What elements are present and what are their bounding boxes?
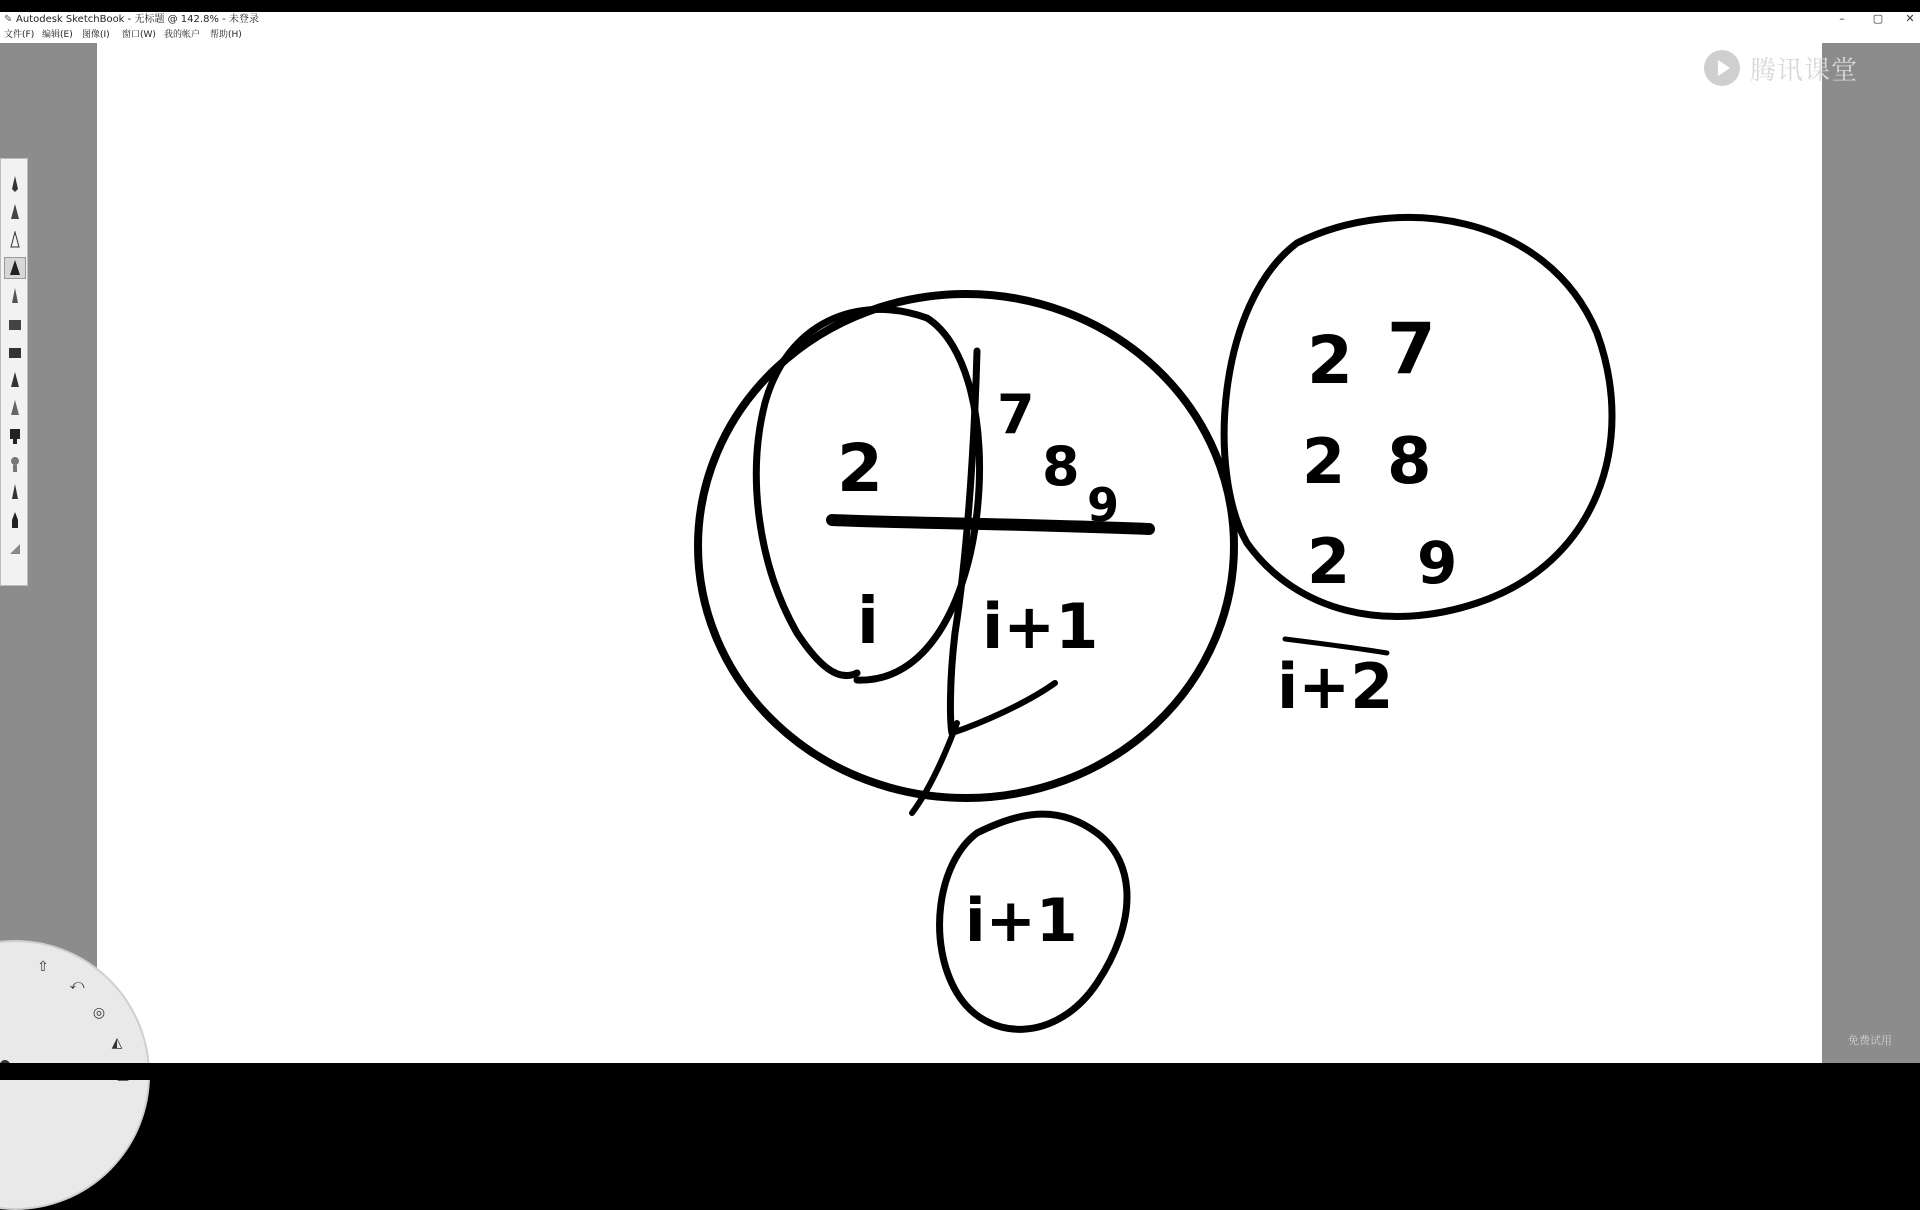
chisel-icon[interactable] bbox=[4, 369, 26, 391]
sketch-label-8: 8 bbox=[1042, 435, 1080, 498]
airbrush-icon[interactable] bbox=[4, 201, 26, 223]
top-black-bar bbox=[0, 0, 1920, 12]
tencent-classroom-watermark bbox=[1704, 48, 1858, 88]
free-trial-label: 免费试用 bbox=[1848, 1034, 1892, 1047]
color-wheel-icon[interactable]: ◎ bbox=[92, 1005, 106, 1021]
sketch-label-right-2-bottom: 2 bbox=[1307, 525, 1351, 598]
symmetry-icon[interactable]: ◭ bbox=[111, 1035, 123, 1051]
brush-toolbar bbox=[0, 158, 28, 586]
menu-edit[interactable]: 编辑(E) bbox=[42, 30, 73, 40]
sketch-label-right-2-middle: 2 bbox=[1302, 425, 1346, 498]
menu-help[interactable]: 帮助(H) bbox=[210, 30, 242, 40]
sketch-label-right-7: 7 bbox=[1387, 308, 1436, 390]
sketch-label-right-9: 9 bbox=[1417, 529, 1458, 597]
pencil-icon[interactable] bbox=[4, 173, 26, 195]
window-title: Autodesk SketchBook - 无标题 @ 142.8% - 未登录 bbox=[16, 14, 259, 25]
watermark-text: 腾讯课堂 bbox=[1750, 55, 1859, 86]
sketch-label-i-plus-2: i+2 bbox=[1277, 650, 1394, 723]
sketch-label-i: i bbox=[857, 585, 879, 659]
sketch-label-right-2-top: 2 bbox=[1307, 322, 1353, 399]
menu-my-account[interactable]: 我的帐户 bbox=[164, 30, 201, 40]
sketch-label-i-plus-1-small-circle: i+1 bbox=[965, 886, 1078, 956]
bristle-brush-icon[interactable] bbox=[4, 425, 26, 447]
undo-icon[interactable]: ⤺ bbox=[69, 977, 85, 993]
title-bar bbox=[0, 12, 1920, 28]
right-gray-panel bbox=[1822, 43, 1920, 1063]
sketchbook-app-icon: ✎ bbox=[4, 14, 13, 25]
brush-properties-icon[interactable]: ⇧ bbox=[37, 959, 49, 975]
drawing-canvas[interactable] bbox=[97, 43, 1822, 1063]
minimize-button[interactable]: – bbox=[1839, 12, 1845, 25]
sketch-label-7: 7 bbox=[997, 383, 1035, 446]
maximize-button[interactable]: ▢ bbox=[1872, 12, 1884, 25]
sketch-label-i-plus-1: i+1 bbox=[982, 590, 1099, 663]
sketch-layer bbox=[97, 43, 1822, 1063]
close-button[interactable]: ✕ bbox=[1905, 12, 1915, 25]
bottom-black-bar bbox=[0, 1063, 1920, 1080]
smudge-icon[interactable] bbox=[4, 453, 26, 475]
sketch-label-right-8: 8 bbox=[1387, 425, 1432, 499]
pen-icon[interactable] bbox=[4, 229, 26, 251]
sketch-label-2: 2 bbox=[837, 430, 883, 507]
menu-file[interactable]: 文件(F) bbox=[4, 30, 35, 40]
soft-brush-icon[interactable] bbox=[4, 397, 26, 419]
eraser-icon[interactable] bbox=[4, 313, 26, 335]
sketch-label-9: 9 bbox=[1087, 478, 1120, 532]
flat-brush-icon[interactable] bbox=[4, 341, 26, 363]
blur-icon[interactable] bbox=[4, 537, 26, 559]
fine-pen-icon[interactable] bbox=[4, 481, 26, 503]
menu-bar bbox=[0, 28, 1920, 43]
ink-pen-icon[interactable] bbox=[4, 285, 26, 307]
felt-tip-icon[interactable] bbox=[4, 509, 26, 531]
marker-icon[interactable] bbox=[4, 257, 26, 279]
menu-image[interactable]: 图像(I) bbox=[82, 30, 110, 40]
menu-window[interactable]: 窗口(W) bbox=[122, 30, 156, 40]
play-logo-icon bbox=[1704, 50, 1740, 86]
